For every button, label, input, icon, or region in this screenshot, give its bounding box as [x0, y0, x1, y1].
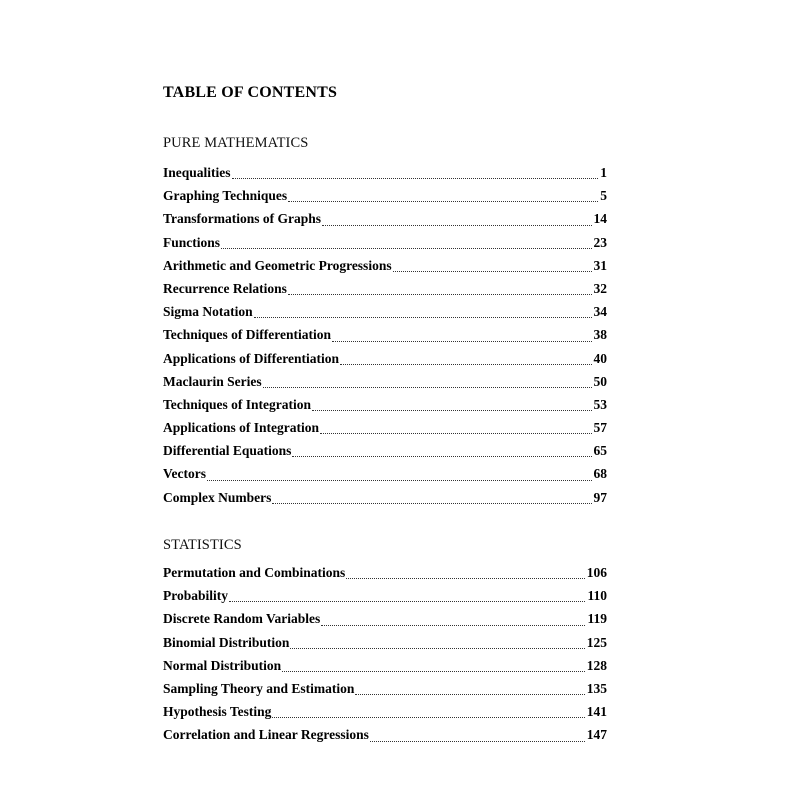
toc-entry[interactable] [163, 565, 607, 588]
toc-entry[interactable] [163, 374, 607, 397]
toc-entry-page-number: 50 [593, 373, 607, 389]
toc-entry[interactable] [163, 588, 607, 611]
toc-entry[interactable] [163, 443, 607, 466]
toc-entry-page-number: 14 [593, 211, 607, 227]
toc-entry-label: Inequalities [163, 165, 231, 180]
dot-leader [320, 432, 591, 434]
toc-entry-page-number: 57 [593, 420, 607, 436]
dot-leader [340, 363, 592, 365]
dot-leader [288, 200, 598, 202]
toc-entry-label: Functions [163, 234, 221, 250]
toc-entry-page-number: 125 [586, 634, 607, 650]
toc-entry-label: Transformations of Graphs [163, 211, 322, 227]
toc-entry-label: Techniques of Differentiation [163, 327, 332, 343]
toc-entry-label: Correlation and Linear Regressions [163, 727, 369, 743]
toc-list-pure-mathematics [163, 165, 607, 513]
toc-entry-label: Sigma Notation [163, 304, 253, 320]
toc-entry[interactable] [163, 211, 607, 234]
toc-entry-page-number: 147 [586, 727, 607, 743]
toc-entry[interactable] [163, 351, 607, 374]
section-heading-statistics: STATISTICS [163, 537, 242, 553]
toc-entry-page-number: 141 [586, 704, 607, 720]
toc-entry-label: Discrete Random Variables [163, 611, 321, 627]
section-heading-pure-mathematics: PURE MATHEMATICS [163, 135, 309, 151]
toc-entry-page-number: 32 [593, 280, 607, 296]
toc-entry-label: Binomial Distribution [163, 634, 290, 650]
dot-leader [272, 502, 591, 504]
toc-entry-label: Probability [163, 588, 229, 604]
toc-entry[interactable] [163, 466, 607, 489]
dot-leader [221, 247, 591, 249]
dot-leader [290, 647, 584, 649]
toc-entry[interactable] [163, 188, 607, 211]
toc-entry-label: Hypothesis Testing [163, 704, 272, 720]
toc-entry-page-number: 135 [586, 680, 607, 696]
toc-entry[interactable] [163, 235, 607, 258]
toc-entry[interactable] [163, 281, 607, 304]
toc-entry[interactable] [163, 635, 607, 658]
toc-entry-label: Applications of Integration [163, 420, 320, 436]
toc-entry-page-number: 68 [593, 466, 607, 482]
toc-entry-label: Recurrence Relations [163, 280, 287, 296]
toc-entry-label: Differential Equations [163, 443, 292, 459]
toc-entry-label: Applications of Differentiation [163, 350, 339, 366]
toc-entry-page-number: 31 [593, 257, 607, 273]
dot-leader [355, 693, 584, 695]
dot-leader [282, 670, 585, 672]
toc-entry-page-number: 5 [600, 188, 607, 204]
dot-leader [207, 479, 592, 481]
toc-entry[interactable] [163, 658, 607, 681]
toc-list-statistics [163, 565, 607, 751]
toc-entry-label: Vectors [163, 466, 206, 482]
toc-entry-page-number: 106 [586, 565, 607, 580]
dot-leader [229, 600, 585, 602]
dot-leader [393, 270, 592, 272]
toc-entry-label: Sampling Theory and Estimation [163, 680, 355, 696]
toc-entry-page-number: 119 [587, 611, 607, 627]
toc-entry-label: Permutation and Combinations [163, 565, 346, 580]
toc-entry-page-number: 23 [593, 234, 607, 250]
dot-leader [232, 177, 599, 179]
dot-leader [288, 293, 592, 295]
dot-leader [272, 716, 584, 718]
toc-entry-label: Techniques of Integration [163, 396, 312, 412]
toc-entry[interactable] [163, 165, 607, 188]
toc-entry-label: Normal Distribution [163, 657, 282, 673]
dot-leader [292, 455, 591, 457]
toc-entry[interactable] [163, 490, 607, 513]
toc-entry[interactable] [163, 727, 607, 750]
dot-leader [263, 386, 592, 388]
toc-entry-page-number: 53 [593, 396, 607, 412]
toc-entry[interactable] [163, 397, 607, 420]
toc-entry-page-number: 110 [587, 588, 607, 604]
toc-entry-page-number: 38 [593, 327, 607, 343]
toc-entry-label: Maclaurin Series [163, 373, 262, 389]
toc-entry-page-number: 1 [600, 165, 607, 180]
toc-entry[interactable] [163, 420, 607, 443]
page-title: TABLE OF CONTENTS [163, 84, 338, 101]
toc-entry-page-number: 40 [593, 350, 607, 366]
toc-entry-page-number: 34 [593, 304, 607, 320]
toc-entry[interactable] [163, 704, 607, 727]
toc-entry[interactable] [163, 681, 607, 704]
toc-entry[interactable] [163, 304, 607, 327]
toc-entry[interactable] [163, 258, 607, 281]
toc-entry-label: Arithmetic and Geometric Progressions [163, 257, 392, 273]
toc-entry[interactable] [163, 611, 607, 634]
toc-entry-page-number: 128 [586, 657, 607, 673]
dot-leader [312, 409, 591, 411]
toc-entry-page-number: 97 [593, 489, 607, 505]
dot-leader [322, 224, 591, 226]
toc-entry-page-number: 65 [593, 443, 607, 459]
dot-leader [332, 340, 591, 342]
dot-leader [254, 316, 592, 318]
dot-leader [346, 577, 584, 579]
dot-leader [370, 740, 585, 742]
toc-entry-label: Graphing Techniques [163, 188, 288, 204]
toc-entry[interactable] [163, 327, 607, 350]
dot-leader [321, 624, 585, 626]
toc-entry-label: Complex Numbers [163, 489, 272, 505]
